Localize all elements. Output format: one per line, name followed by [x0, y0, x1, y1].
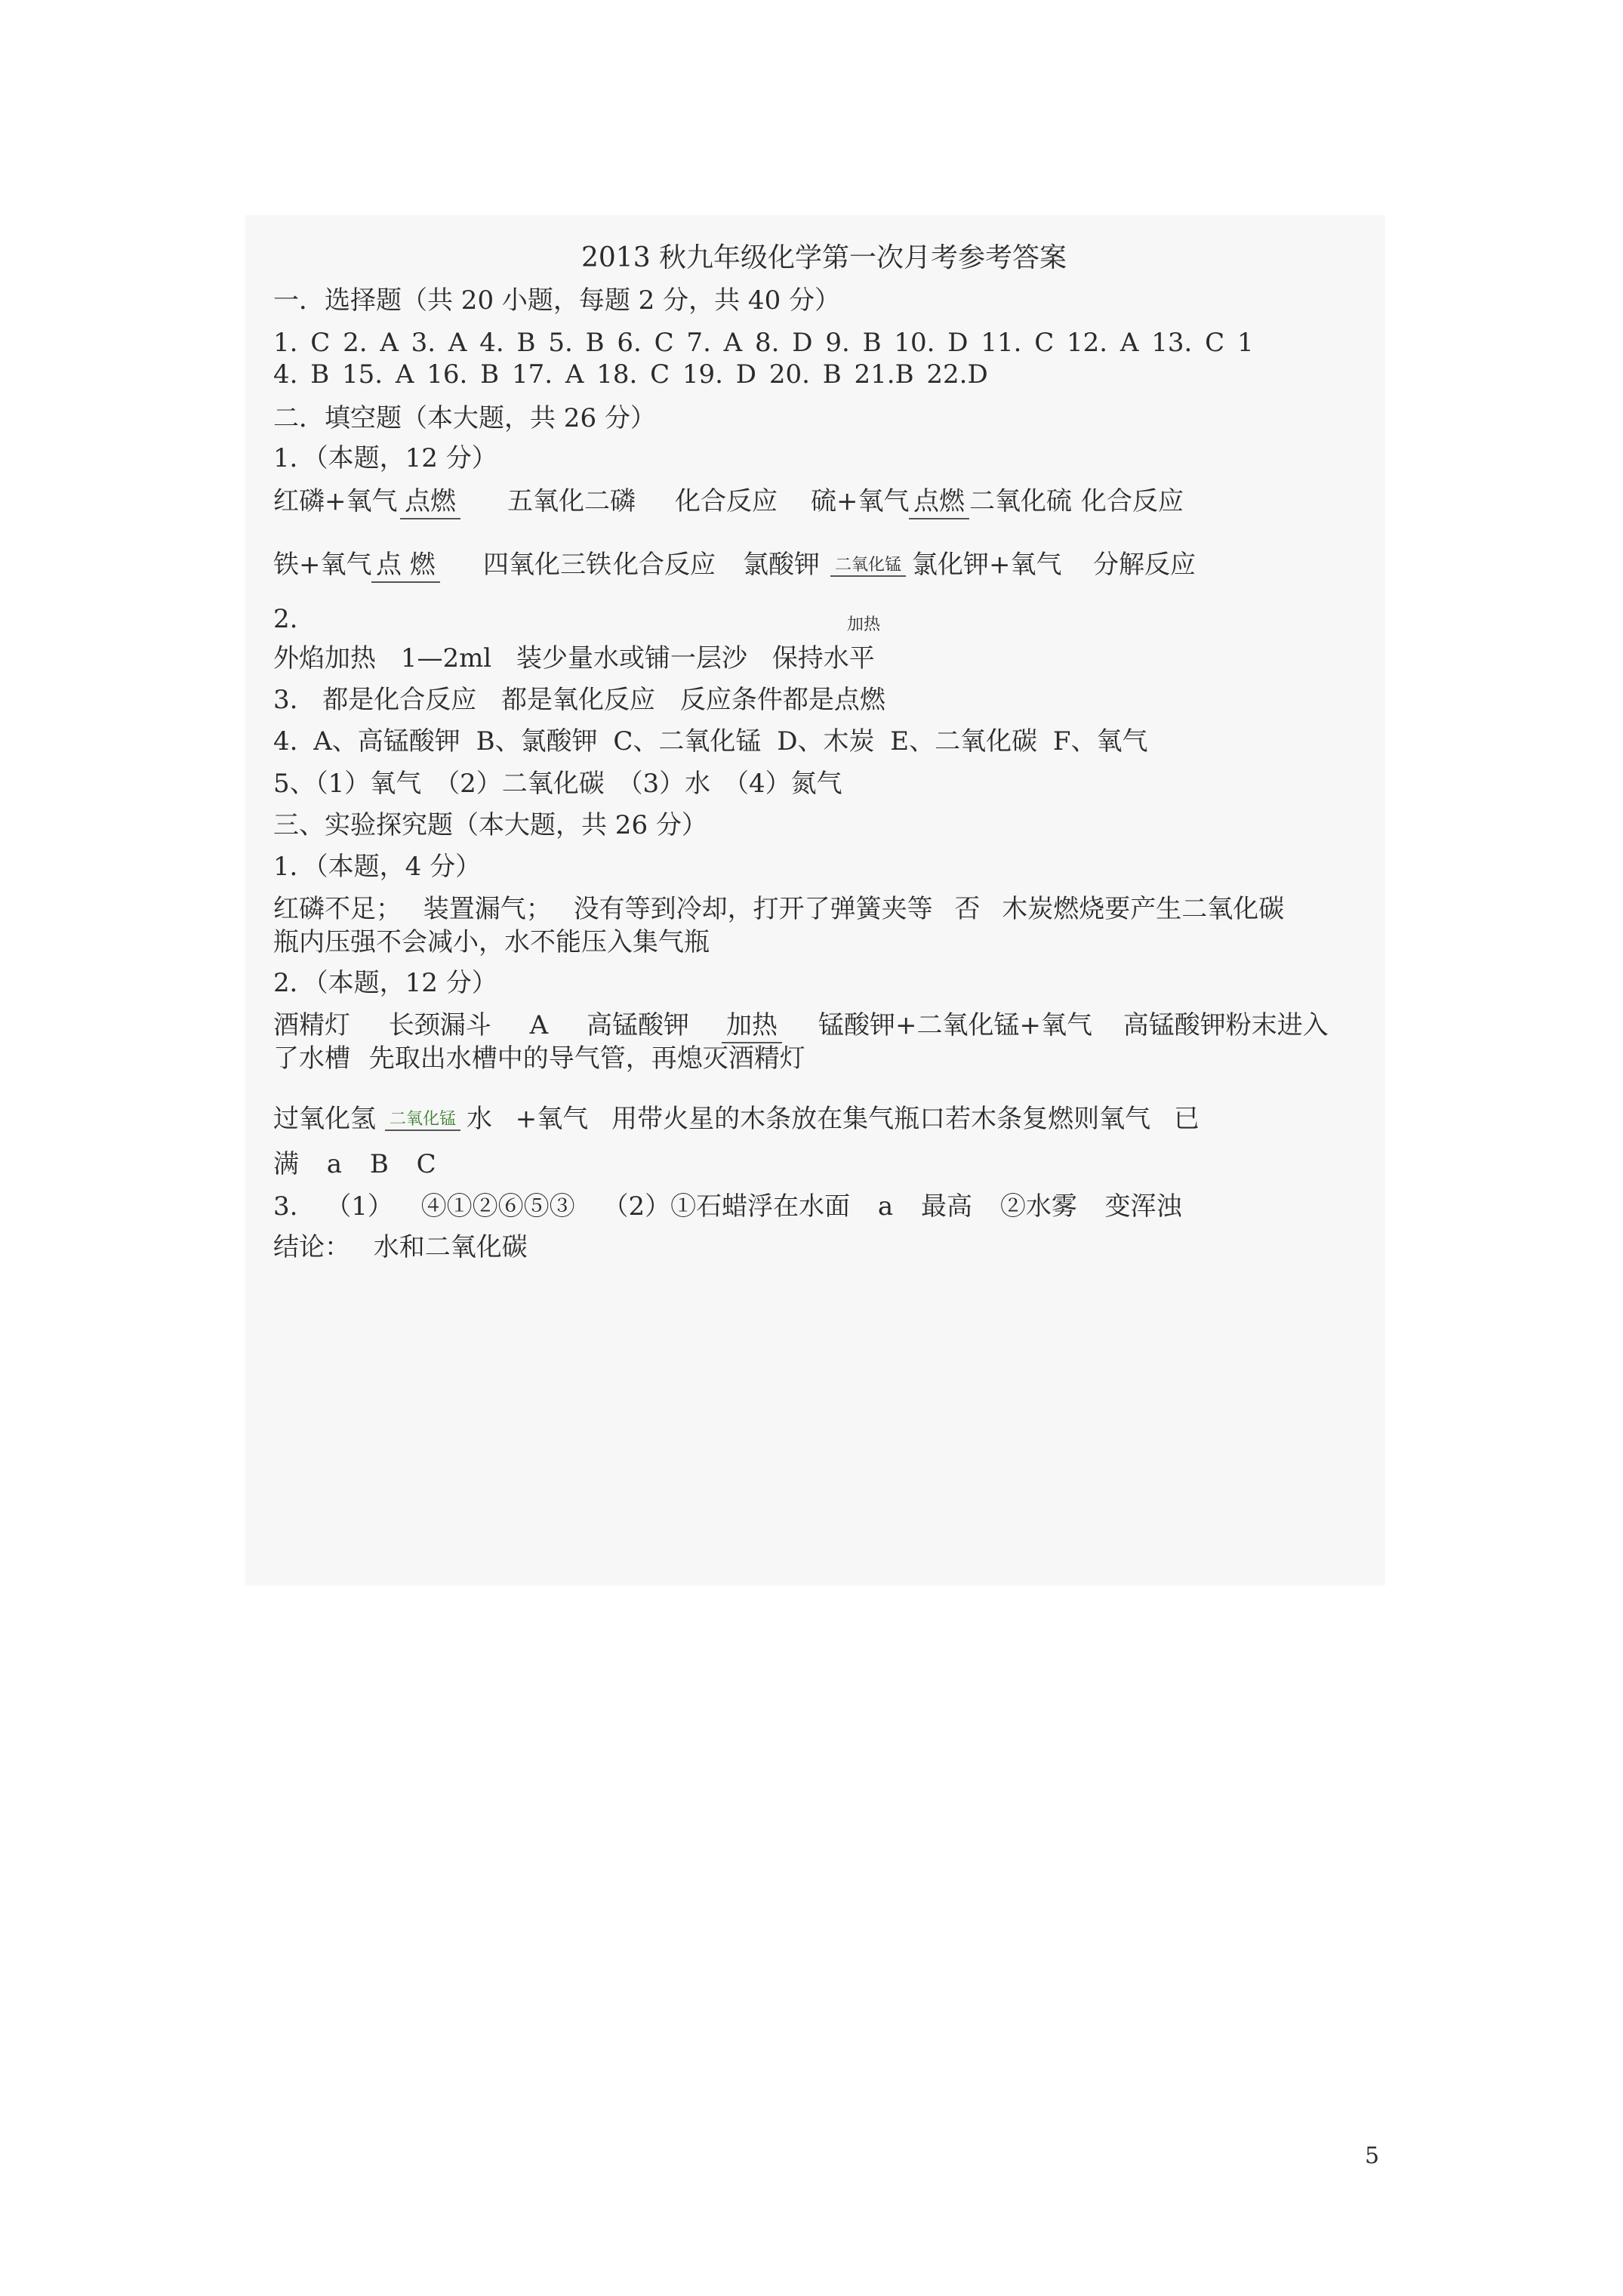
page-number: 5 [1365, 2143, 1380, 2169]
reaction-type: 化合反应 [675, 486, 778, 516]
s3-q2-heading: 2．（本题，12 分） [273, 968, 497, 998]
s3-q1-heading: 1．（本题，4 分） [273, 852, 482, 882]
reactant-text: 过氧化氢 [273, 1104, 376, 1134]
conclusion-text: 结论： 水和二氧化碳 [273, 1232, 528, 1262]
s2-q3-answer: 3. 都是化合反应 都是氧化反应 反应条件都是点燃 [273, 685, 885, 715]
reactant-text: 氯酸钾 [743, 550, 820, 580]
answers-row-2: 4. B 15. A 16. B 17. A 18. C 19. D 20. B 21.B 22.D [273, 359, 988, 390]
reactant-text: 铁+氧气 [273, 550, 372, 580]
s2-q1-line1 [273, 485, 1375, 518]
reactant-text: 硫+氧气 [811, 486, 910, 516]
reactant-text: 红磷+氧气 [273, 486, 398, 516]
s2-q1-line2 [273, 548, 1375, 581]
s2-q5-answer: 5、（1）氧气 （2）二氧化碳 （3）水 （4）氮气 [273, 769, 842, 799]
s3-q1-line1: 红磷不足； 装置漏气； 没有等到冷却，打开了弹簧夹等 否 木炭燃烧要产生二氧化碳 [273, 894, 1285, 924]
product-text: 四氧化三铁 [483, 550, 611, 580]
catalyst-text: 二氧化锰 [830, 556, 906, 577]
s3-q2-line2: 了水槽 先取出水槽中的导气管，再熄灭酒精灯 [273, 1043, 805, 1074]
condition-text: 点燃 [909, 485, 969, 519]
s2-q4-answer: 4. A、高锰酸钾 B、氯酸钾 C、二氧化锰 D、木炭 E、二氧化碳 F、氧气 [273, 726, 1148, 757]
reaction-type: 化合反应 [1081, 486, 1184, 516]
doc-title: 2013 秋九年级化学第一次月考参考答案 [581, 242, 1067, 273]
answers-row-1: 1. C 2. A 3. A 4. B 5. B 6. C 7. A 8. D 9. B 10. D 11. C 12. A 13. C 1 [273, 328, 1254, 358]
s3-q3-answer: 3. （1） ④①②⑥⑤③ （2）①石蜡浮在水面 a 最高 ②水雾 变浑浊 [273, 1191, 1182, 1222]
section2-heading: 二．填空题（本大题，共 26 分） [273, 403, 656, 433]
reaction-type: 分解反应 [1093, 550, 1196, 580]
product-text: 二氧化硫 [969, 486, 1072, 516]
answer-text: 酒精灯 长颈漏斗 A 高锰酸钾 [273, 1010, 689, 1040]
answer-text: 水 +氧气 用带火星的木条放在集气瓶口若木条复燃则氧气 已 [467, 1104, 1200, 1134]
condition-text: 点 燃 [371, 548, 440, 583]
catalyst-text: 二氧化锰 [385, 1110, 460, 1131]
heat-condition-text: 加热 [847, 615, 881, 634]
section1-heading: 一．选择题（共 20 小题，每题 2 分，共 40 分） [273, 285, 841, 316]
s2-q1-heading: 1．（本题，12 分） [273, 443, 497, 473]
section3-heading: 三、实验探究题（本大题，共 26 分） [273, 810, 707, 840]
s3-q2-line4: 满 a B C [273, 1149, 436, 1179]
condition-text: 点燃 [400, 485, 460, 519]
s3-q2-line1 [273, 1009, 1375, 1042]
answer-text: 锰酸钾+二氧化锰+氧气 高锰酸钾粉末进入 [818, 1010, 1329, 1040]
s3-q1-line2: 瓶内压强不会减小，水不能压入集气瓶 [273, 927, 710, 957]
s2-q2-heading: 2. [273, 604, 298, 634]
product-text: 氯化钾+氧气 [912, 550, 1062, 580]
reaction-type: 化合反应 [613, 550, 716, 580]
condition-text: 加热 [722, 1009, 782, 1043]
s2-q2-answer: 外焰加热 1—2ml 装少量水或铺一层沙 保持水平 [273, 643, 875, 673]
s3-q2-line3 [273, 1102, 1375, 1136]
product-text: 五氧化二磷 [507, 486, 636, 516]
